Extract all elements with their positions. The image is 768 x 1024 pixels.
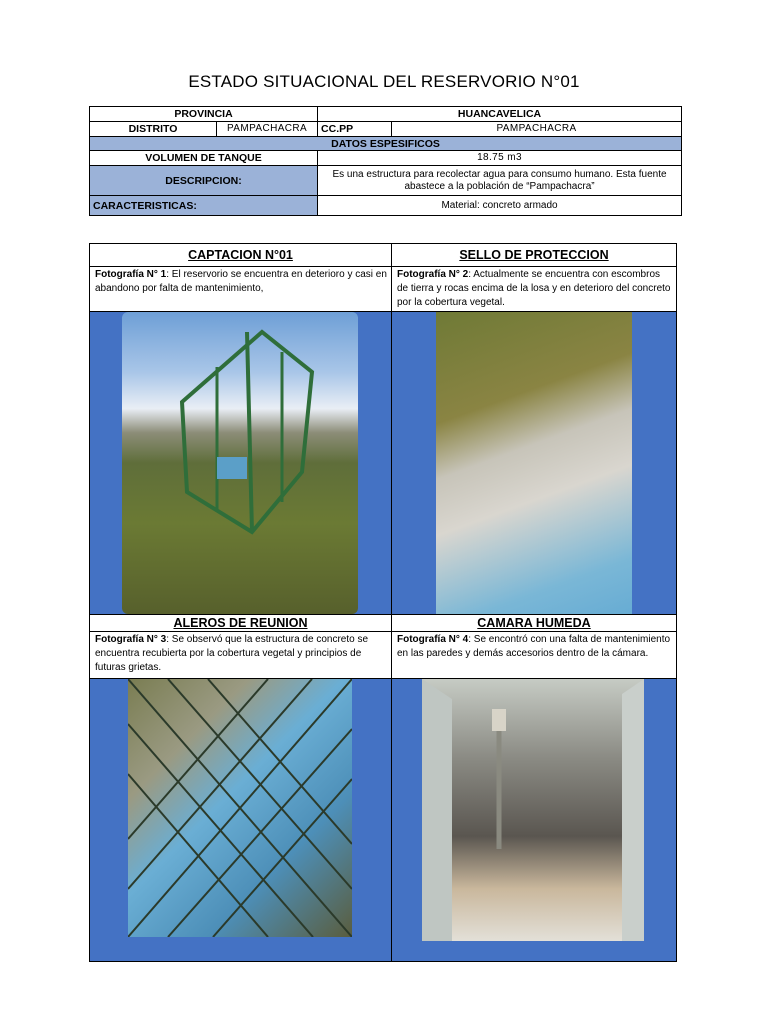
datos-header: DATOS ESPESIFICOS — [90, 137, 682, 151]
photo-1-caption-text: : El reservorio se encuentra en deterioro y casi en abandono por falta de mantenimiento, — [95, 269, 387, 294]
photo-1-image — [122, 312, 358, 614]
fence-illustration — [122, 312, 358, 614]
info-table — [89, 106, 682, 216]
photo-2-caption-text: : Actualmente se encuentra con escombros de tierra y rocas encima de la losa y en deterioro del concreto por la cobertura vegetal. — [397, 269, 671, 308]
distrito-label: DISTRITO — [90, 122, 217, 137]
photo-2-frame — [392, 312, 676, 614]
photo-4-label: Fotografía N° 4 — [397, 634, 469, 645]
photo-4-image — [422, 679, 644, 941]
photo-3-caption — [90, 632, 392, 678]
ccpp-value: PAMPACHACRA — [392, 122, 682, 137]
caracteristicas-label: CARACTERISTICAS: — [90, 196, 318, 216]
photo-1-caption — [90, 267, 392, 311]
chamber-illustration — [422, 679, 644, 941]
provincia-label: PROVINCIA — [90, 107, 318, 122]
photo-2-title: SELLO DE PROTECCION — [459, 248, 609, 262]
photo-3-title: ALEROS DE REUNION — [90, 615, 392, 631]
chain-link-illustration — [128, 679, 352, 937]
page-title: ESTADO SITUACIONAL DEL RESERVORIO N°01 — [188, 72, 580, 91]
photo-1-label: Fotografía N° 1 — [95, 269, 167, 280]
descripcion-value: Es una estructura para recolectar agua para consumo humano. Esta fuente abastece a la población de “Pampachacra” — [318, 166, 682, 196]
photo-4-caption — [392, 632, 676, 678]
caracteristicas-value: Material: concreto armado — [318, 196, 682, 216]
photo-4-title: CAMARA HUMEDA — [477, 616, 591, 630]
ccpp-label: CC.PP — [318, 122, 392, 137]
volumen-value: 18.75 m3 — [318, 151, 682, 166]
photo-3-caption-text: : Se observó que la estructura de concreto se encuentra recubierta por la cobertura vegetal y principios de futuras grietas. — [95, 634, 369, 673]
photo-grid — [89, 243, 677, 962]
provincia-value: HUANCAVELICA — [318, 107, 682, 122]
photo-4-caption-text: : Se encontró con una falta de mantenimiento en las paredes y demás accesorios dentro de la cámara. — [397, 634, 671, 659]
volumen-label: VOLUMEN DE TANQUE — [90, 151, 318, 166]
photo-4-frame — [392, 679, 676, 961]
distrito-value: PAMPACHACRA — [217, 122, 318, 137]
photo-2-label: Fotografía N° 2 — [397, 269, 469, 280]
photo-3-frame — [90, 679, 392, 961]
photo-2-caption — [392, 267, 676, 311]
photo-1-title: CAPTACION N°01 — [90, 244, 392, 266]
photo-3-image — [128, 679, 352, 937]
photo-1-frame — [90, 312, 392, 614]
descripcion-label: DESCRIPCION: — [90, 166, 318, 196]
photo-2-image — [436, 312, 632, 614]
photo-3-label: Fotografía N° 3 — [95, 634, 167, 645]
